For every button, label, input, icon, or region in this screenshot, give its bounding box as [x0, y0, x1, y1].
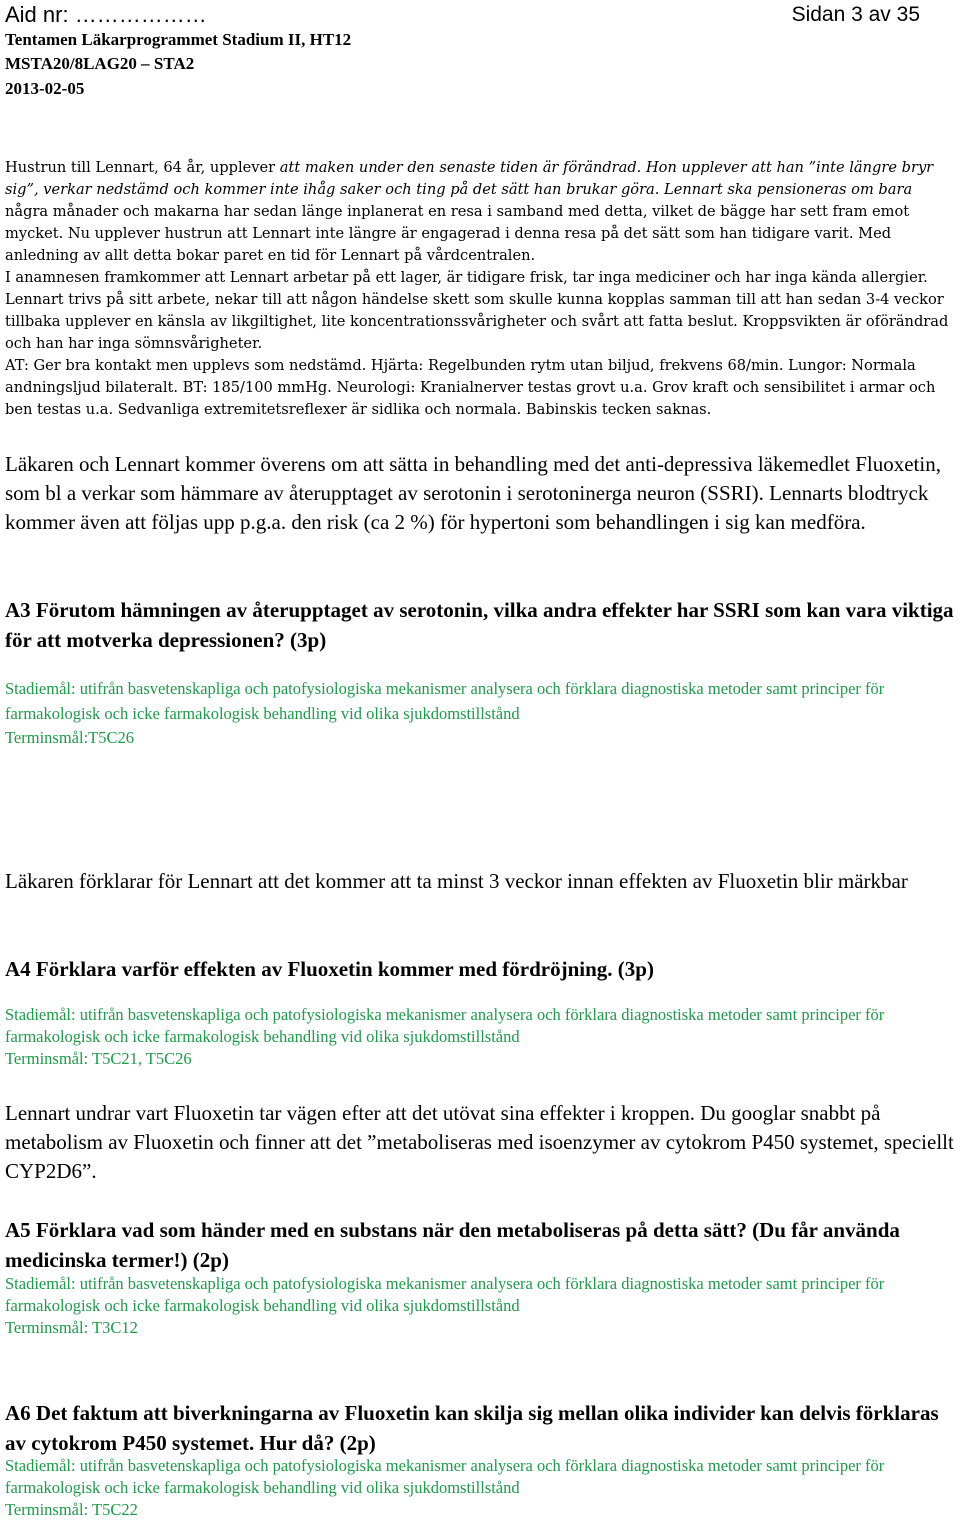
exam-title: Tentamen Läkarprogrammet Stadium II, HT12 — [5, 30, 352, 49]
fluoxetin-paragraph: Läkaren och Lennart kommer överens om att sätta in behandling med det anti-depressiva läkemedlet Fluoxetin, som bl a verkar som hämmare av återupptaget av serotonin i serotoninerga neuron (SSRI). Lennarts blodtryck kommer även att följas upp p.g.a. den risk (ca 2 %) för hypertoni som behandlingen i sig kan medföra. — [5, 452, 941, 534]
question-a3: A3 Förutom hämningen av återupptaget av serotonin, vilka andra effekter har SSRI som kan vara viktiga för att motverka depressionen? (3p) — [5, 598, 954, 652]
stage-goal-a3: Stadiemål: utifrån basvetenskapliga och patofysiologiska mekanismer analysera och förklara diagnostiska metoder samt principer för farmakologisk och icke farmakologisk behandling vid olika sjukdomstillstånd — [5, 679, 885, 723]
question-a6: A6 Det faktum att biverkningarna av Fluoxetin kan skilja sig mellan olika individer kan delvis förklaras av cytokrom P450 systemet. Hur då? (2p) — [5, 1401, 939, 1455]
objectives-a6 — [5, 1455, 960, 1521]
case-paragraph-anamnesis: I anamnesen framkommer att Lennart arbetar på ett lager, är tidigare frisk, tar inga mediciner och har inga kända allergier. Lennart trivs på sitt arbete, nekar till att någon händelse skett som skulle kunna kopplas samman till att han sedan 3-4 veckor tillbaka upplever en känsla av likgiltighet, lite koncentrationssvårigheter och svårt att fatta beslut. Kroppsvikten är oförändrad och han har inga sömnsvårigheter. — [5, 269, 949, 352]
metabolism-paragraph: Lennart undrar vart Fluoxetin tar vägen efter att det utövat sina effekter i kroppen. Du googlar snabbt på metabolism av Fluoxetin och finner att det ”metaboliseras med isoenzymer av cytokrom P450 systemet, speciellt CYP2D6”. — [5, 1101, 954, 1183]
objectives-a5 — [5, 1273, 960, 1339]
course-code: MSTA20/8LAG20 – STA2 — [5, 54, 195, 73]
question-a4: A4 Förklara varför effekten av Fluoxetin kommer med fördröjning. (3p) — [5, 957, 654, 981]
stage-goal-a4: Stadiemål: utifrån basvetenskapliga och patofysiologiska mekanismer analysera och förklara diagnostiska metoder samt principer för farmakologisk och icke farmakologisk behandling vid olika sjukdomstillstånd — [5, 1005, 885, 1046]
intro-italic: att maken under den senaste tiden är förändrad. Hon upplever att han ”inte längre bryr sig”, verkar nedstämd och kommer inte ihåg saker och ting på det sätt han brukar göra. — [5, 159, 934, 198]
page-number: Sidan 3 av 35 — [791, 3, 920, 26]
case-paragraph-status: AT: Ger bra kontakt men upplevs som nedstämd. Hjärta: Regelbunden rytm utan biljud, frekvens 68/min. Lungor: Normala andningsljud bilateralt. BT: 185/100 mmHg. Neurologi: Kranialnerver testas grovt u.a. Grov kraft och sensibilitet i armar och ben testas u.a. Sedvanliga extremitetsreflexer är sidlika och normala. Babinskis tecken saknas. — [5, 357, 936, 418]
exam-date: 2013-02-05 — [5, 79, 85, 98]
term-goal-a5: Terminsmål: T3C12 — [5, 1318, 138, 1337]
stage-goal-a5: Stadiemål: utifrån basvetenskapliga och patofysiologiska mekanismer analysera och förklara diagnostiska metoder samt principer för farmakologisk och icke farmakologisk behandling vid olika sjukdomstillstånd — [5, 1274, 885, 1315]
objectives-a3 — [5, 677, 960, 751]
objectives-a4 — [5, 1004, 960, 1070]
question-a5: A5 Förklara vad som händer med en substans när den metaboliseras på detta sätt? (Du får använda medicinska termer!) (2p) — [5, 1218, 900, 1272]
term-goal-a3: Terminsmål:T5C26 — [5, 728, 134, 747]
stage-goal-a6: Stadiemål: utifrån basvetenskapliga och patofysiologiska mekanismer analysera och förklara diagnostiska metoder samt principer för farmakologisk och icke farmakologisk behandling vid olika sjukdomstillstånd — [5, 1456, 885, 1497]
case-paragraph-intro — [5, 157, 957, 267]
case-description — [5, 157, 957, 421]
three-weeks-paragraph: Läkaren förklarar för Lennart att det kommer att ta minst 3 veckor innan effekten av Fluoxetin blir märkbar — [5, 869, 908, 893]
intro-italic-retire: Lennart ska pensioneras om bara — [664, 181, 913, 198]
intro-text-cont: några månader och makarna har sedan länge inplanerat en resa i samband med detta, vilket de bägge har sett fram emot mycket. Nu upplever hustrun att Lennart inte längre är engagerad i denna resa på det sätt som han tidigare varit. Med anledning av allt detta bokar paret en tid för Lennart på vårdcentralen. — [5, 203, 910, 264]
intro-text: Hustrun till Lennart, 64 år, upplever — [5, 159, 280, 176]
term-goal-a4: Terminsmål: T5C21, T5C26 — [5, 1049, 192, 1068]
aid-number-label: Aid nr: ……………… — [5, 2, 207, 27]
term-goal-a6: Terminsmål: T5C22 — [5, 1500, 138, 1519]
